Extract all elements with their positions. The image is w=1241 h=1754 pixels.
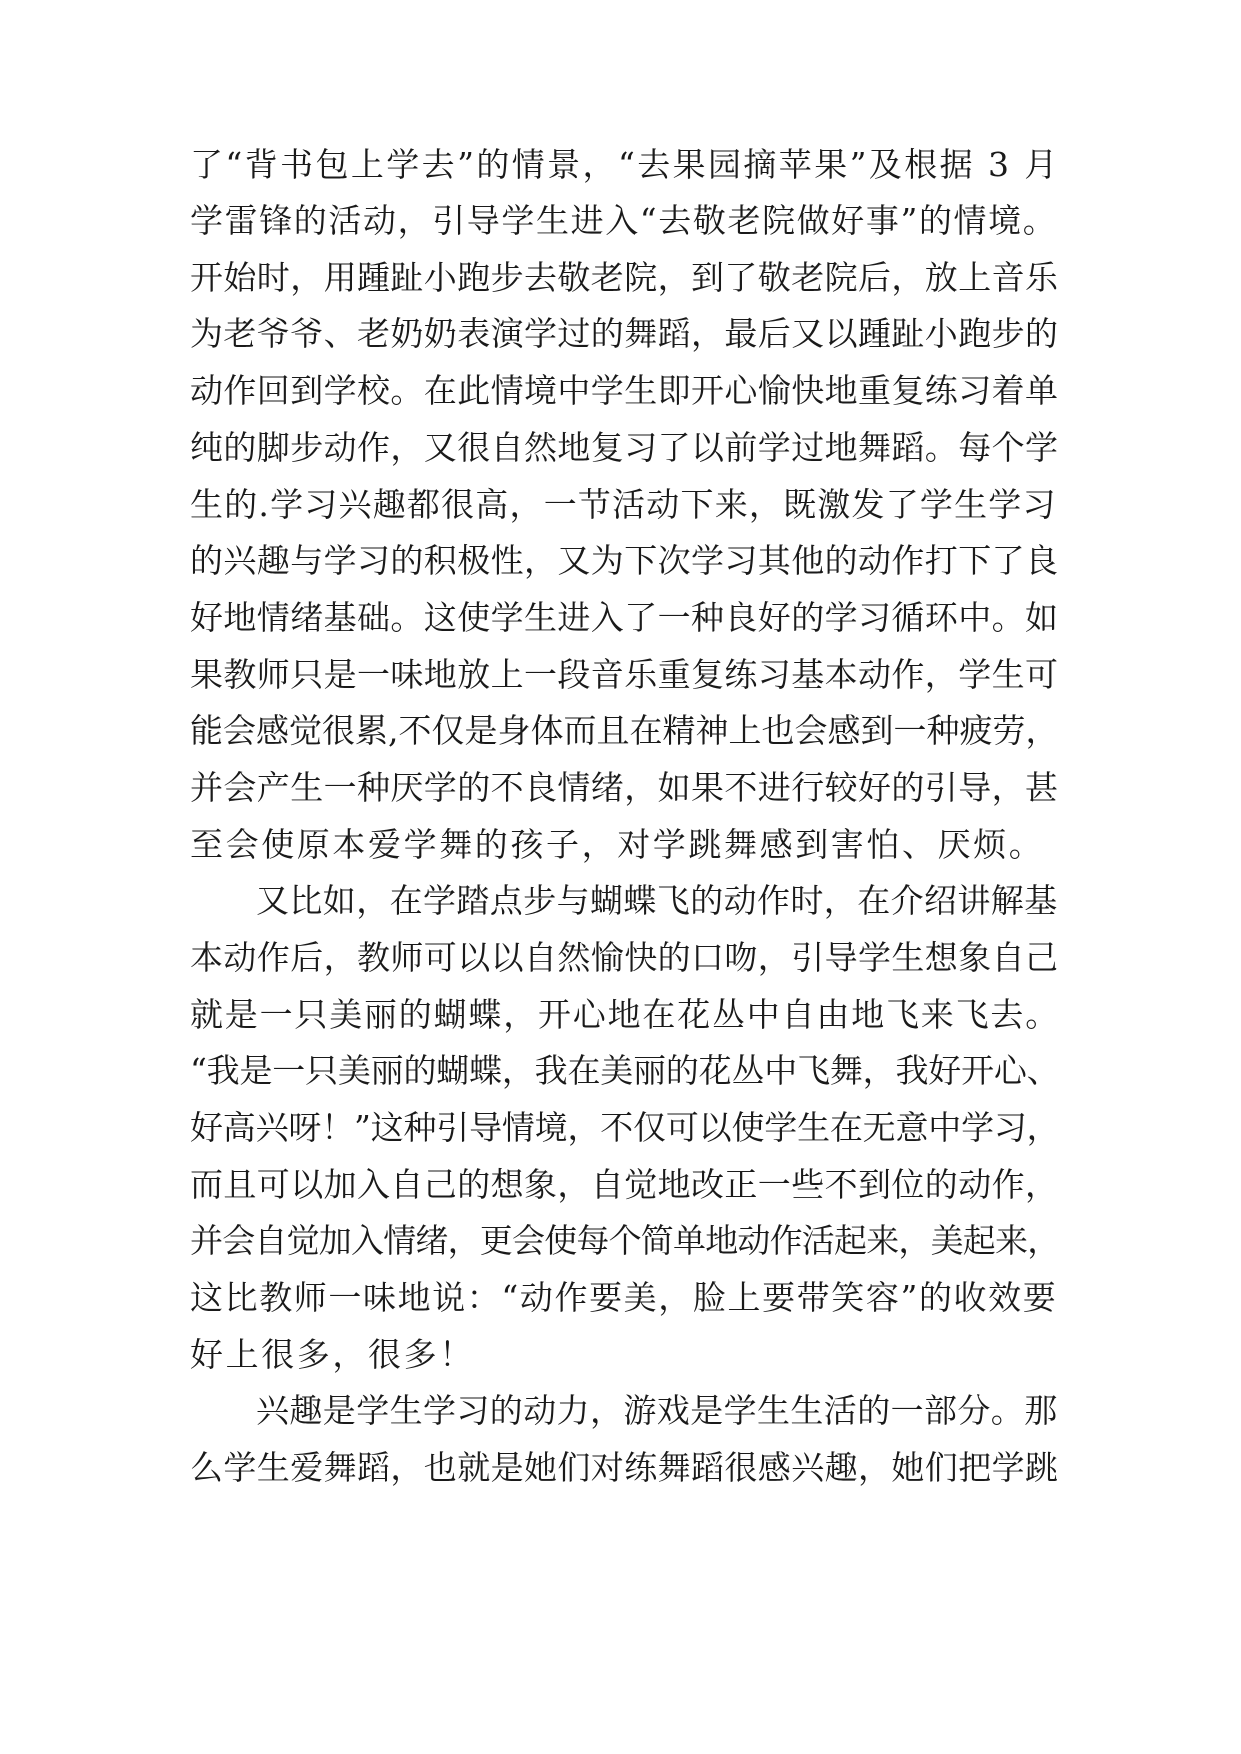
text-line: 而且可以加入自己的想象，自觉地改正一些不到位的动作，: [190, 1165, 1059, 1204]
text-line: 好地情绪基础。这使学生进入了一种良好的学习循环中。如: [190, 598, 1059, 637]
text-line: 这比教师一味地说：“动作要美，脸上要带笑容”的收效要: [190, 1278, 1058, 1317]
text-line: “我是一只美丽的蝴蝶，我在美丽的花丛中飞舞，我好开心、: [190, 1051, 1060, 1090]
text-line: 动作回到学校。在此情境中学生即开心愉快地重复练习着单: [190, 371, 1059, 410]
text-line: 并会自觉加入情绪，更会使每个简单地动作活起来，美起来，: [190, 1221, 1060, 1260]
paragraph-first-line: 兴趣是学生学习的动力，游戏是学生生活的一部分。那: [256, 1391, 1058, 1430]
text-line: 果教师只是一味地放上一段音乐重复练习基本动作，学生可: [190, 655, 1059, 694]
text-line: 么学生爱舞蹈，也就是她们对练舞蹈很感兴趣，她们把学跳: [190, 1448, 1059, 1487]
text-line: 至会使原本爱学舞的孩子，对学跳舞感到害怕、厌烦。: [190, 825, 1045, 864]
text-line: 并会产生一种厌学的不良情绪，如果不进行较好的引导，甚: [190, 768, 1059, 807]
text-line: 生的.学习兴趣都很高，一节活动下来，既激发了学生学习: [190, 485, 1057, 524]
text-line: 的兴趣与学习的积极性，又为下次学习其他的动作打下了良: [190, 541, 1059, 580]
text-line: 能会感觉很累,不仅是身体而且在精神上也会感到一种疲劳，: [190, 711, 1059, 750]
paragraph-first-line: 又比如，在学踏点步与蝴蝶飞的动作时，在介绍讲解基: [256, 881, 1058, 920]
text-line: 好高兴呀！”这种引导情境，不仅可以使学生在无意中学习，: [190, 1108, 1060, 1147]
text-line: 为老爷爷、老奶奶表演学过的舞蹈，最后又以踵趾小跑步的: [190, 314, 1059, 353]
text-line: 学雷锋的活动，引导学生进入“去敬老院做好事”的情境。: [190, 201, 1058, 240]
text-line: 开始时，用踵趾小跑步去敬老院，到了敬老院后，放上音乐: [190, 258, 1059, 297]
text-line: 就是一只美丽的蝴蝶，开心地在花丛中自由地飞来飞去。: [190, 995, 1060, 1034]
text-line: 了“背书包上学去”的情景，“去果园摘苹果”及根据 3 月: [190, 145, 1060, 184]
text-line: 本动作后，教师可以以自然愉快的口吻，引导学生想象自己: [190, 938, 1059, 977]
text-line: 好上很多，很多！: [190, 1335, 475, 1374]
text-line: 纯的脚步动作，又很自然地复习了以前学过地舞蹈。每个学: [190, 428, 1059, 467]
